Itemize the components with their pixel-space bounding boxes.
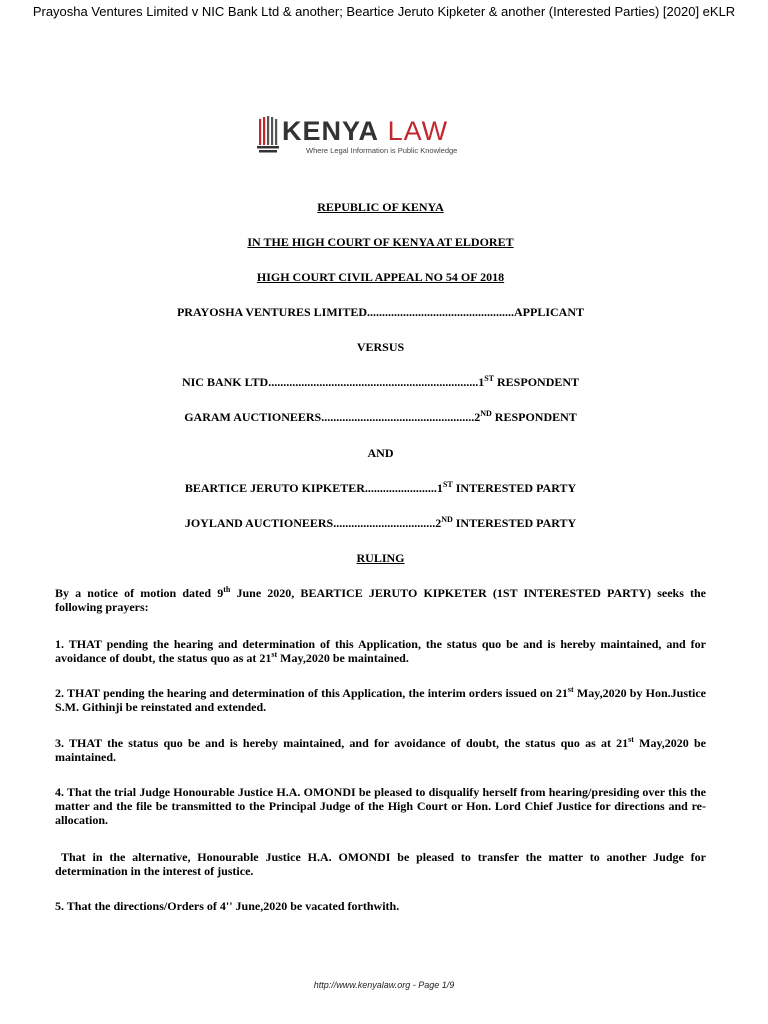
first-interested-party-line: BEARTICE JERUTO KIPKETER........................1ST INTERESTED PARTY <box>184 480 577 495</box>
prayer-3: 3. THAT the status quo be and is hereby maintained, and for avoidance of doubt, the status quo as at 21st May,2020 be maintained. <box>55 735 706 764</box>
court-heading: IN THE HIGH COURT OF KENYA AT ELDORET <box>247 235 514 249</box>
logo-wordmark: KENYA LAW <box>282 116 449 146</box>
intro-paragraph: By a notice of motion dated 9th June 2020, BEARTICE JERUTO KIPKETER (1ST INTERESTED PARTY) seeks the following prayers: <box>55 585 707 614</box>
prayer-4: 4. That the trial Judge Honourable Justice H.A. OMONDI be pleased to disqualify herself from hearing/presiding over this the matter and the file be transmitted to the Principal Judge of the High Court or Hon. Lord Chief Justice for directions and re-allocation. <box>55 785 706 827</box>
page-footer: http://www.kenyalaw.org - Page 1/9 <box>313 980 455 990</box>
document-header-title: Prayosha Ventures Limited v NIC Bank Ltd & another; Beartice Jeruto Kipketer & another (Interested Parties) [2020] eKLR <box>32 4 736 19</box>
republic-heading: REPUBLIC OF KENYA <box>317 200 444 214</box>
ruling-heading: RULING <box>356 551 405 565</box>
prayer-2: 2. THAT pending the hearing and determination of this Application, the interim orders issued on 21st May,2020 by Hon.Justice S.M. Githinji be reinstated and extended. <box>55 685 707 714</box>
prayer-5: 5. That the directions/Orders of 4'' June,2020 be vacated forthwith. <box>55 899 400 913</box>
versus-line: VERSUS <box>356 340 405 354</box>
court-pillars-icon <box>256 116 280 156</box>
prayer-4-alternative: That in the alternative, Honourable Justice H.A. OMONDI be pleased to transfer the matter to another Judge for determination in the interest of justice. <box>55 850 706 878</box>
second-respondent-line: GARAM AUCTIONEERS...................................................2ND RESPONDENT <box>184 409 577 424</box>
appeal-number: HIGH COURT CIVIL APPEAL NO 54 OF 2018 <box>256 270 505 284</box>
kenya-law-logo <box>256 116 466 160</box>
logo-tagline: Where Legal Information is Public Knowledge <box>306 146 458 155</box>
second-interested-party-line: JOYLAND AUCTIONEERS..................................2ND INTERESTED PARTY <box>184 515 577 530</box>
and-line: AND <box>367 446 394 460</box>
prayer-1: 1. THAT pending the hearing and determination of this Application, the status quo be and is hereby maintained, and for avoidance of doubt, the status quo as at 21st May,2020 be maintained. <box>55 637 706 665</box>
first-respondent-line: NIC BANK LTD......................................................................1ST RESPONDENT <box>181 374 580 389</box>
applicant-line: PRAYOSHA VENTURES LIMITED.................................................APPLICANT <box>176 305 585 319</box>
